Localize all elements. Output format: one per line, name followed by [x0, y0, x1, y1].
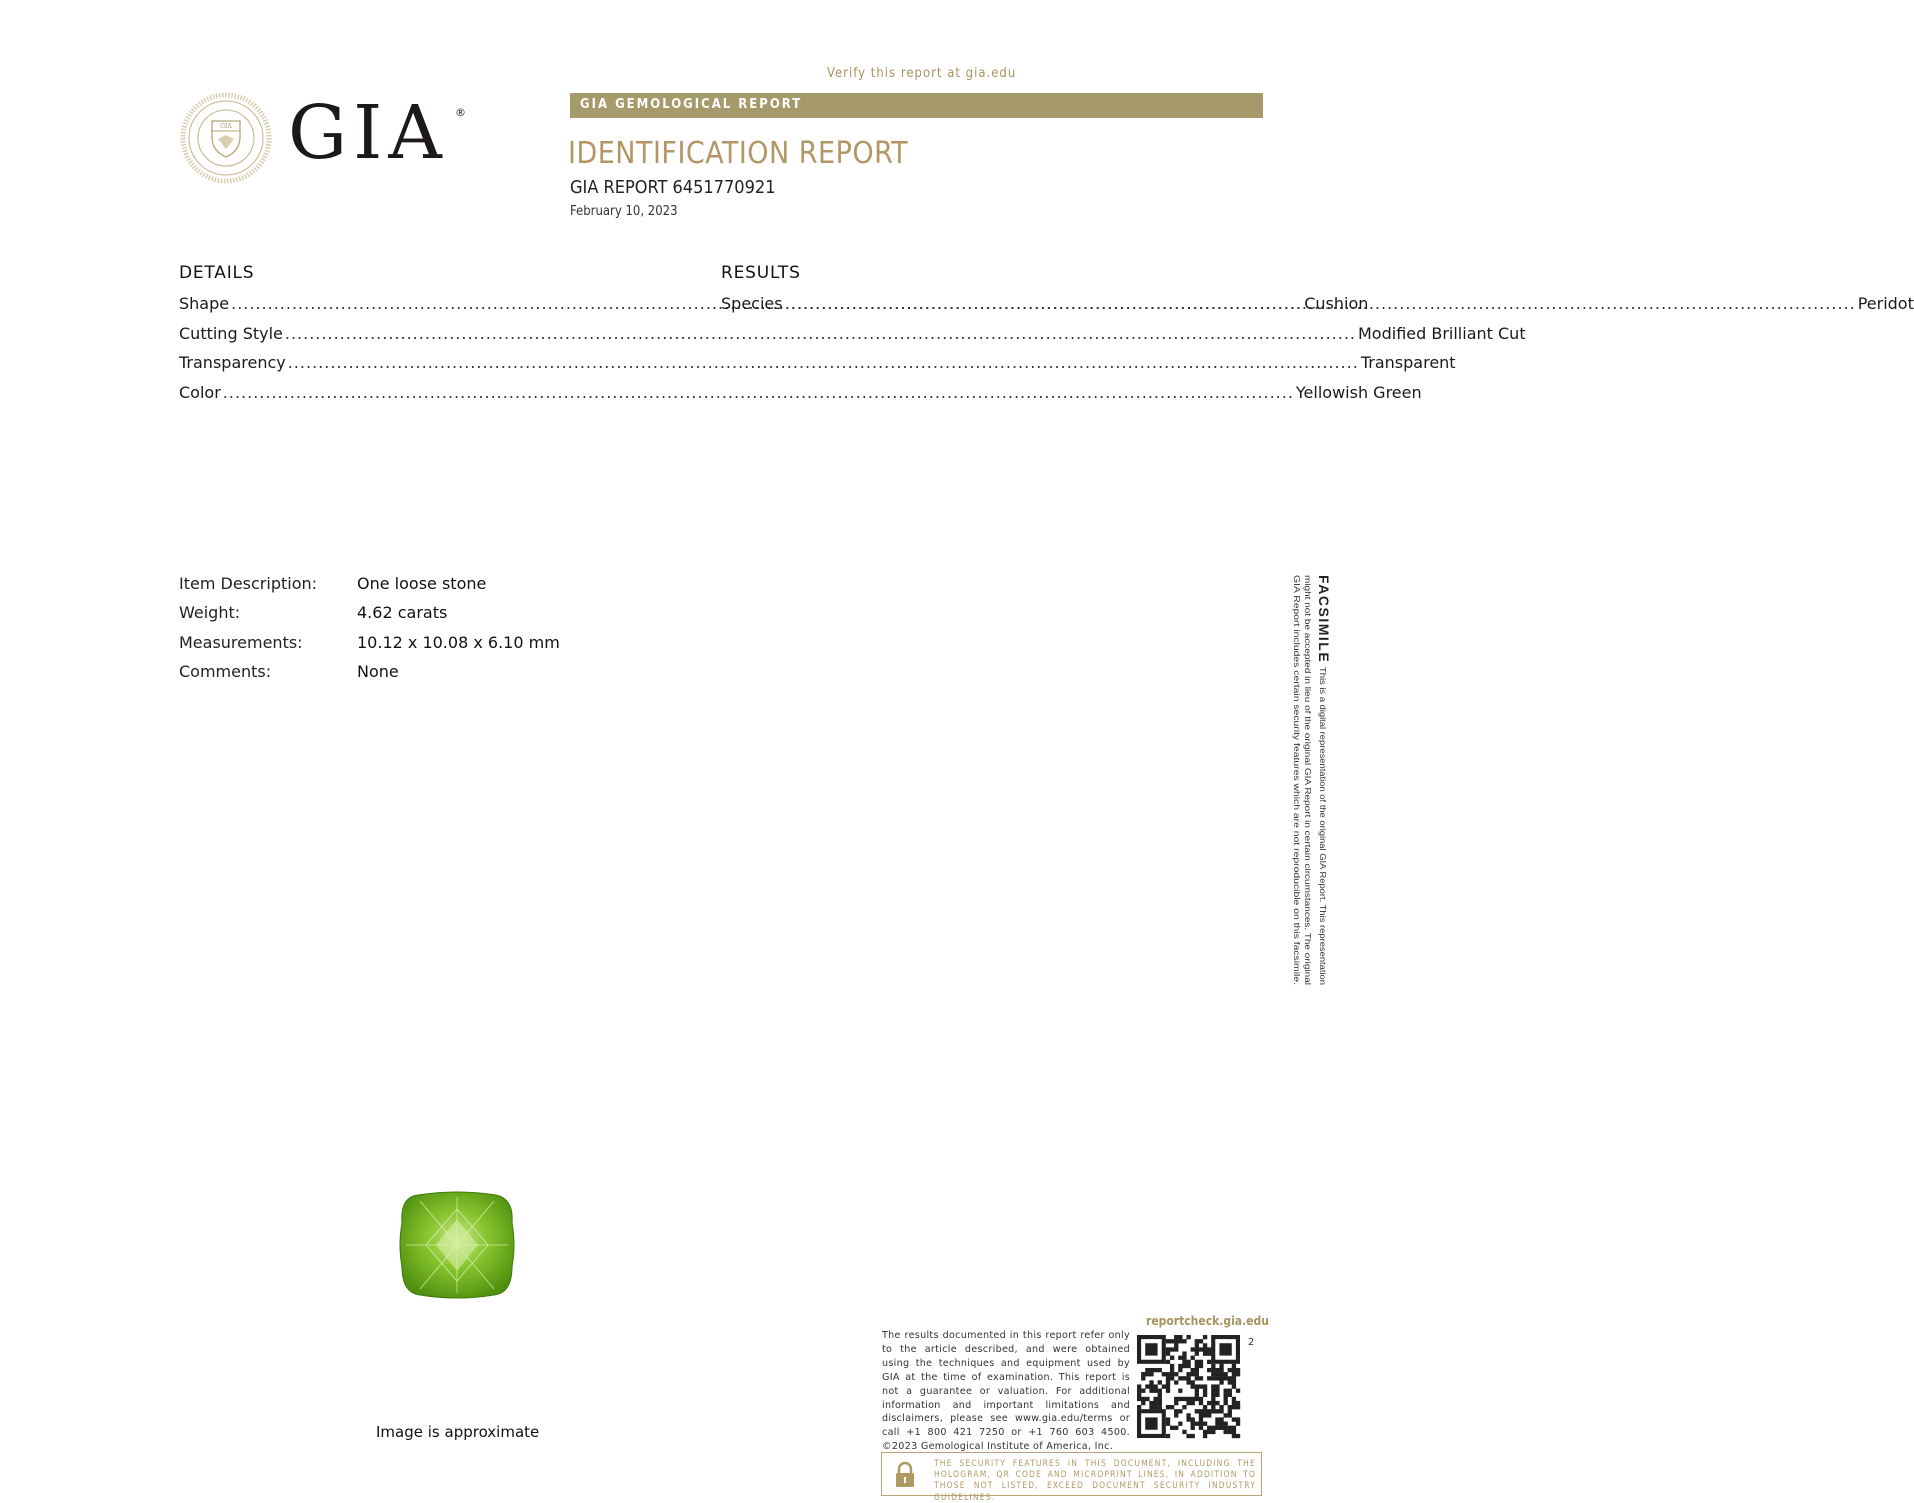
facsimile-title: FACSIMILE — [1316, 575, 1332, 664]
info-label: Item Description: — [179, 574, 318, 593]
detail-value: Transparent — [1360, 353, 1456, 372]
seal-monogram: GIA — [220, 123, 232, 130]
measurements-row — [179, 633, 560, 662]
item-info — [179, 574, 560, 691]
report-number: GIA REPORT 6451770921 — [570, 177, 776, 198]
detail-row-color — [179, 382, 1422, 413]
reportcheck-link[interactable]: reportcheck.gia.edu — [1146, 1314, 1269, 1328]
verify-link[interactable]: Verify this report at gia.edu — [827, 66, 1017, 81]
detail-row-cutting-style — [179, 323, 1526, 354]
security-notice — [881, 1452, 1262, 1502]
qr-page-count: 2 — [1248, 1337, 1255, 1348]
comments-row — [179, 662, 560, 691]
qr-code-icon[interactable] — [1137, 1335, 1240, 1438]
report-banner — [570, 93, 1263, 118]
result-value: Peridot — [1857, 294, 1914, 313]
info-value: None — [357, 661, 399, 681]
disclaimer-text: The results documented in this report refer only to the article described, and were obtained using the techniques and equipment used by GIA at the time of examination. This report is not a guarantee or valuation. For additional information and important limitations and disclaimers, please see www.gia.edu/terms or call +1 800 421 7250 or +1 760 603 4500. ©2023 Gemological Institute of America, Inc. — [882, 1330, 1130, 1453]
info-label: Measurements: — [179, 632, 303, 652]
gia-wordmark: GIA — [288, 90, 448, 176]
banner-label: GIA GEMOLOGICAL REPORT — [580, 97, 803, 112]
facsimile-line2: might not be accepted in lieu of the original GIA Report in certain circumstances. The original — [1303, 575, 1312, 911]
info-value: 10.12 x 10.08 x 6.10 mm — [357, 632, 560, 652]
security-text: THE SECURITY FEATURES IN THIS DOCUMENT, INCLUDING THE HOLOGRAM, QR CODE AND MICROPRINT LINES, IN ADDITION TO THOSE NOT LISTED, EXCEED DOCUMENT SECURITY INDUSTRY GUIDELINES. — [934, 1458, 1256, 1502]
item-description-row — [179, 574, 560, 603]
facsimile-note — [1275, 575, 1332, 987]
detail-value: Modified Brilliant Cut — [1358, 323, 1526, 343]
registered-mark: ® — [455, 106, 466, 119]
facsimile-line3: GIA Report includes certain security features which are not reproducible on this facsimile. — [1292, 575, 1301, 899]
detail-row-transparency — [179, 353, 1456, 383]
facsimile-line1: This is a digital representation of the original GIA Report. This representation — [1318, 667, 1327, 945]
detail-label: Color — [179, 382, 221, 402]
gemstone-image — [398, 1189, 516, 1301]
report-title: IDENTIFICATION REPORT — [568, 136, 909, 171]
report-date: February 10, 2023 — [570, 204, 678, 219]
detail-label: Cutting Style — [179, 323, 283, 343]
lock-icon — [894, 1462, 916, 1488]
info-value: 4.62 carats — [357, 603, 448, 623]
detail-value: Cushion — [1304, 294, 1369, 313]
result-label: Species — [721, 294, 783, 313]
info-value: One loose stone — [357, 574, 487, 593]
weight-row — [179, 603, 560, 632]
image-approximate-note: Image is approximate — [376, 1423, 540, 1441]
details-title: DETAILS — [179, 263, 255, 283]
info-label: Weight: — [179, 603, 241, 623]
detail-label: Transparency — [179, 353, 286, 372]
detail-label: Shape — [179, 294, 230, 313]
gia-seal-icon — [178, 93, 274, 183]
info-label: Comments: — [179, 661, 272, 681]
results-title: RESULTS — [721, 263, 801, 283]
detail-value: Yellowish Green — [1295, 382, 1422, 402]
